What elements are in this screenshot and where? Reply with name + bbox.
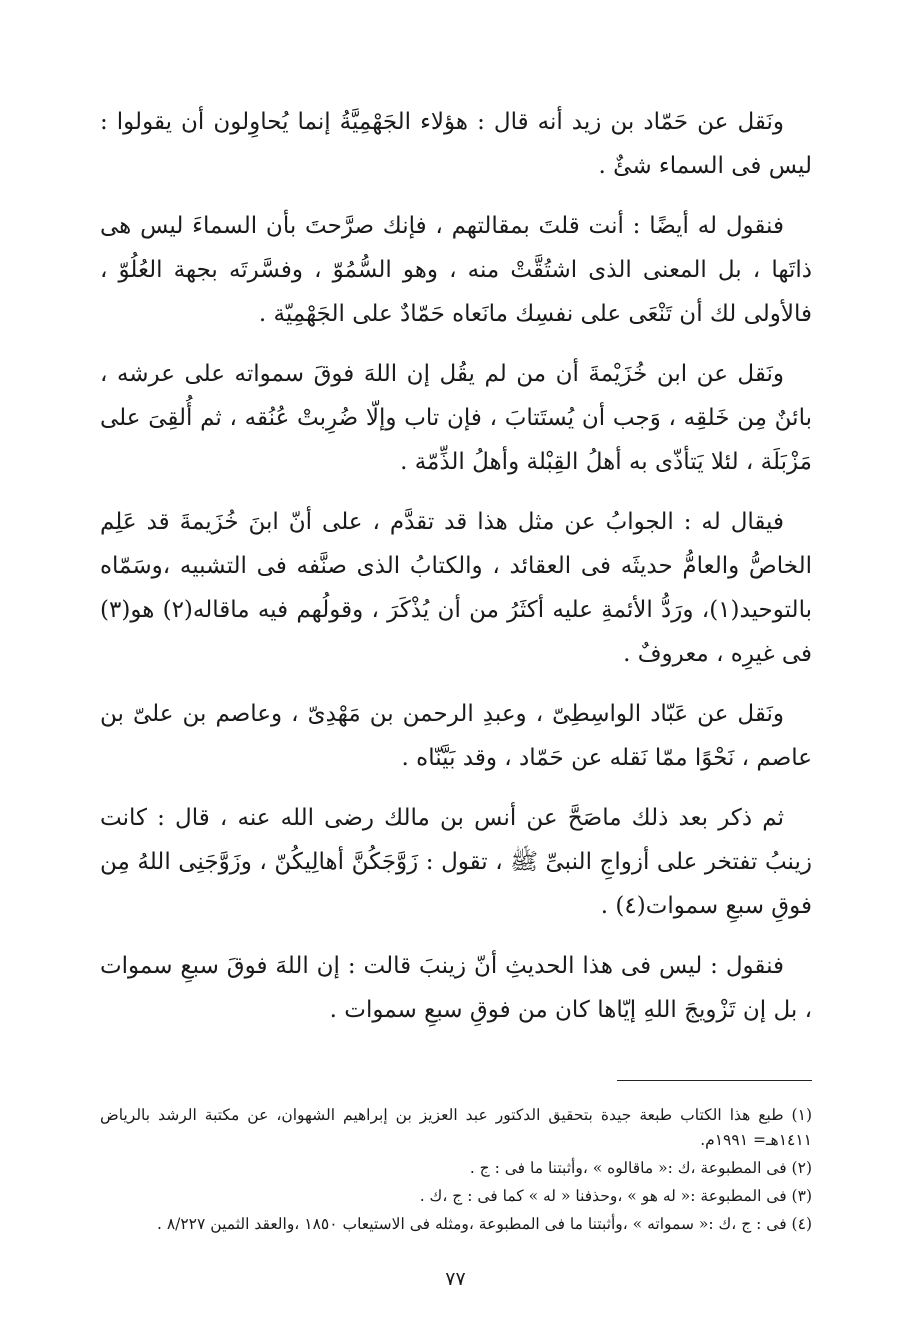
footnote: (٣) فى المطبوعة :« له هو » ،وحذفنا « له » كما فى : ج ،ك .	[419, 1187, 812, 1205]
paragraph: ونَقل عن عَبّاد الواسِطِىّ ، وعبدِ الرحمن بن مَهْدِىّ ، وعاصم بن علىّ بن عاصم ، نَحْوًا ممّا نَقله عن حَمّاد ، وقد بَيَّنّاه .	[100, 701, 812, 771]
footnotes	[100, 1103, 812, 1237]
paragraph: ونَقل عن حَمّاد بن زيد أنه قال : هؤلاء الجَهْمِيَّةُ إنما يُحاوِلون أن يقولوا : ليس فى السماء شئٌ .	[100, 109, 812, 179]
page-number: ٧٧	[445, 1268, 466, 1290]
page-body	[100, 100, 812, 1240]
footnote: (٤) فى : ج ،ك :« سمواته » ،وأثبتنا ما فى المطبوعة ،ومثله فى الاستيعاب ١٨٥٠ ،والعقد الثمين ٨/٢٢٧ .	[156, 1215, 812, 1233]
footnote: (١) طبع هذا الكتاب طبعة جيدة بتحقيق الدكتور عبد العزيز بن إبراهيم الشهوان، عن مكتبة الرشد بالرياض ١٤١١هـ= ١٩٩١م.	[100, 1106, 812, 1149]
paragraph: فيقال له : الجوابُ عن مثل هذا قد تقدَّم ، على أنّ ابنَ خُزَيمةَ قد عَلِم الخاصُّ والعامُّ حديثَه فى العقائد ، والكتابُ الذى صنَّفه فى التشبيه ،وسَمّاه بالتوحيد(١)، ورَدُّ الأئمةِ عليه أكثَرُ من أن يُذْكَرَ ، وقولُهم فيه ماقاله(٢) هو(٣) فى غيرِه ، معروفٌ .	[100, 509, 812, 667]
footnote-divider	[617, 1080, 812, 1081]
paragraph: فنقول : ليس فى هذا الحديثِ أنّ زينبَ قالت : إن اللهَ فوقَ سبعِ سموات ، بل إن تَزْويجَ اللهِ إيّاها كان من فوقِ سبعِ سموات .	[100, 953, 812, 1023]
paragraph: ونَقل عن ابن خُزَيْمةَ أن من لم يقُل إن اللهَ فوقَ سمواته على عرشه ، بائنٌ مِن خَلقِه ، وَجب أن يُستَتابَ ، فإن تاب وإلّا ضُرِبتْ عُنُقه ، ثم أُلقِىَ على مَزْبَلَة ، لئلا يَتأذّى به أهلُ القِبْلة وأهلُ الذِّمّة .	[100, 361, 812, 475]
paragraph: فنقول له أيضًا : أنت قلتَ بمقالتهم ، فإنك صرَّحتَ بأن السماءَ ليس هى ذاتَها ، بل المعنى الذى اشتُقَّتْ منه ، وهو السُّمُوّ ، وفسَّرتَه بجهة العُلُوّ ، فالأولى لك أن تَنْعَى على نفسِك مانَعاه حَمّادٌ على الجَهْمِيّة .	[100, 213, 812, 327]
paragraph: ثم ذكر بعد ذلك ماصَحَّ عن أنس بن مالك رضى الله عنه ، قال : كانت زينبُ تفتخر على أزواجِ النبىِّ ﷺ ، تقول : زَوَّجَكُنَّ أهالِيكُنّ ، وزَوَّجَنِى اللهُ مِن فوقِ سبعِ سموات(٤) .	[100, 805, 812, 919]
footnote: (٢) فى المطبوعة ،ك :« ماقالوه » ،وأثبتنا ما فى : ج .	[469, 1159, 812, 1177]
